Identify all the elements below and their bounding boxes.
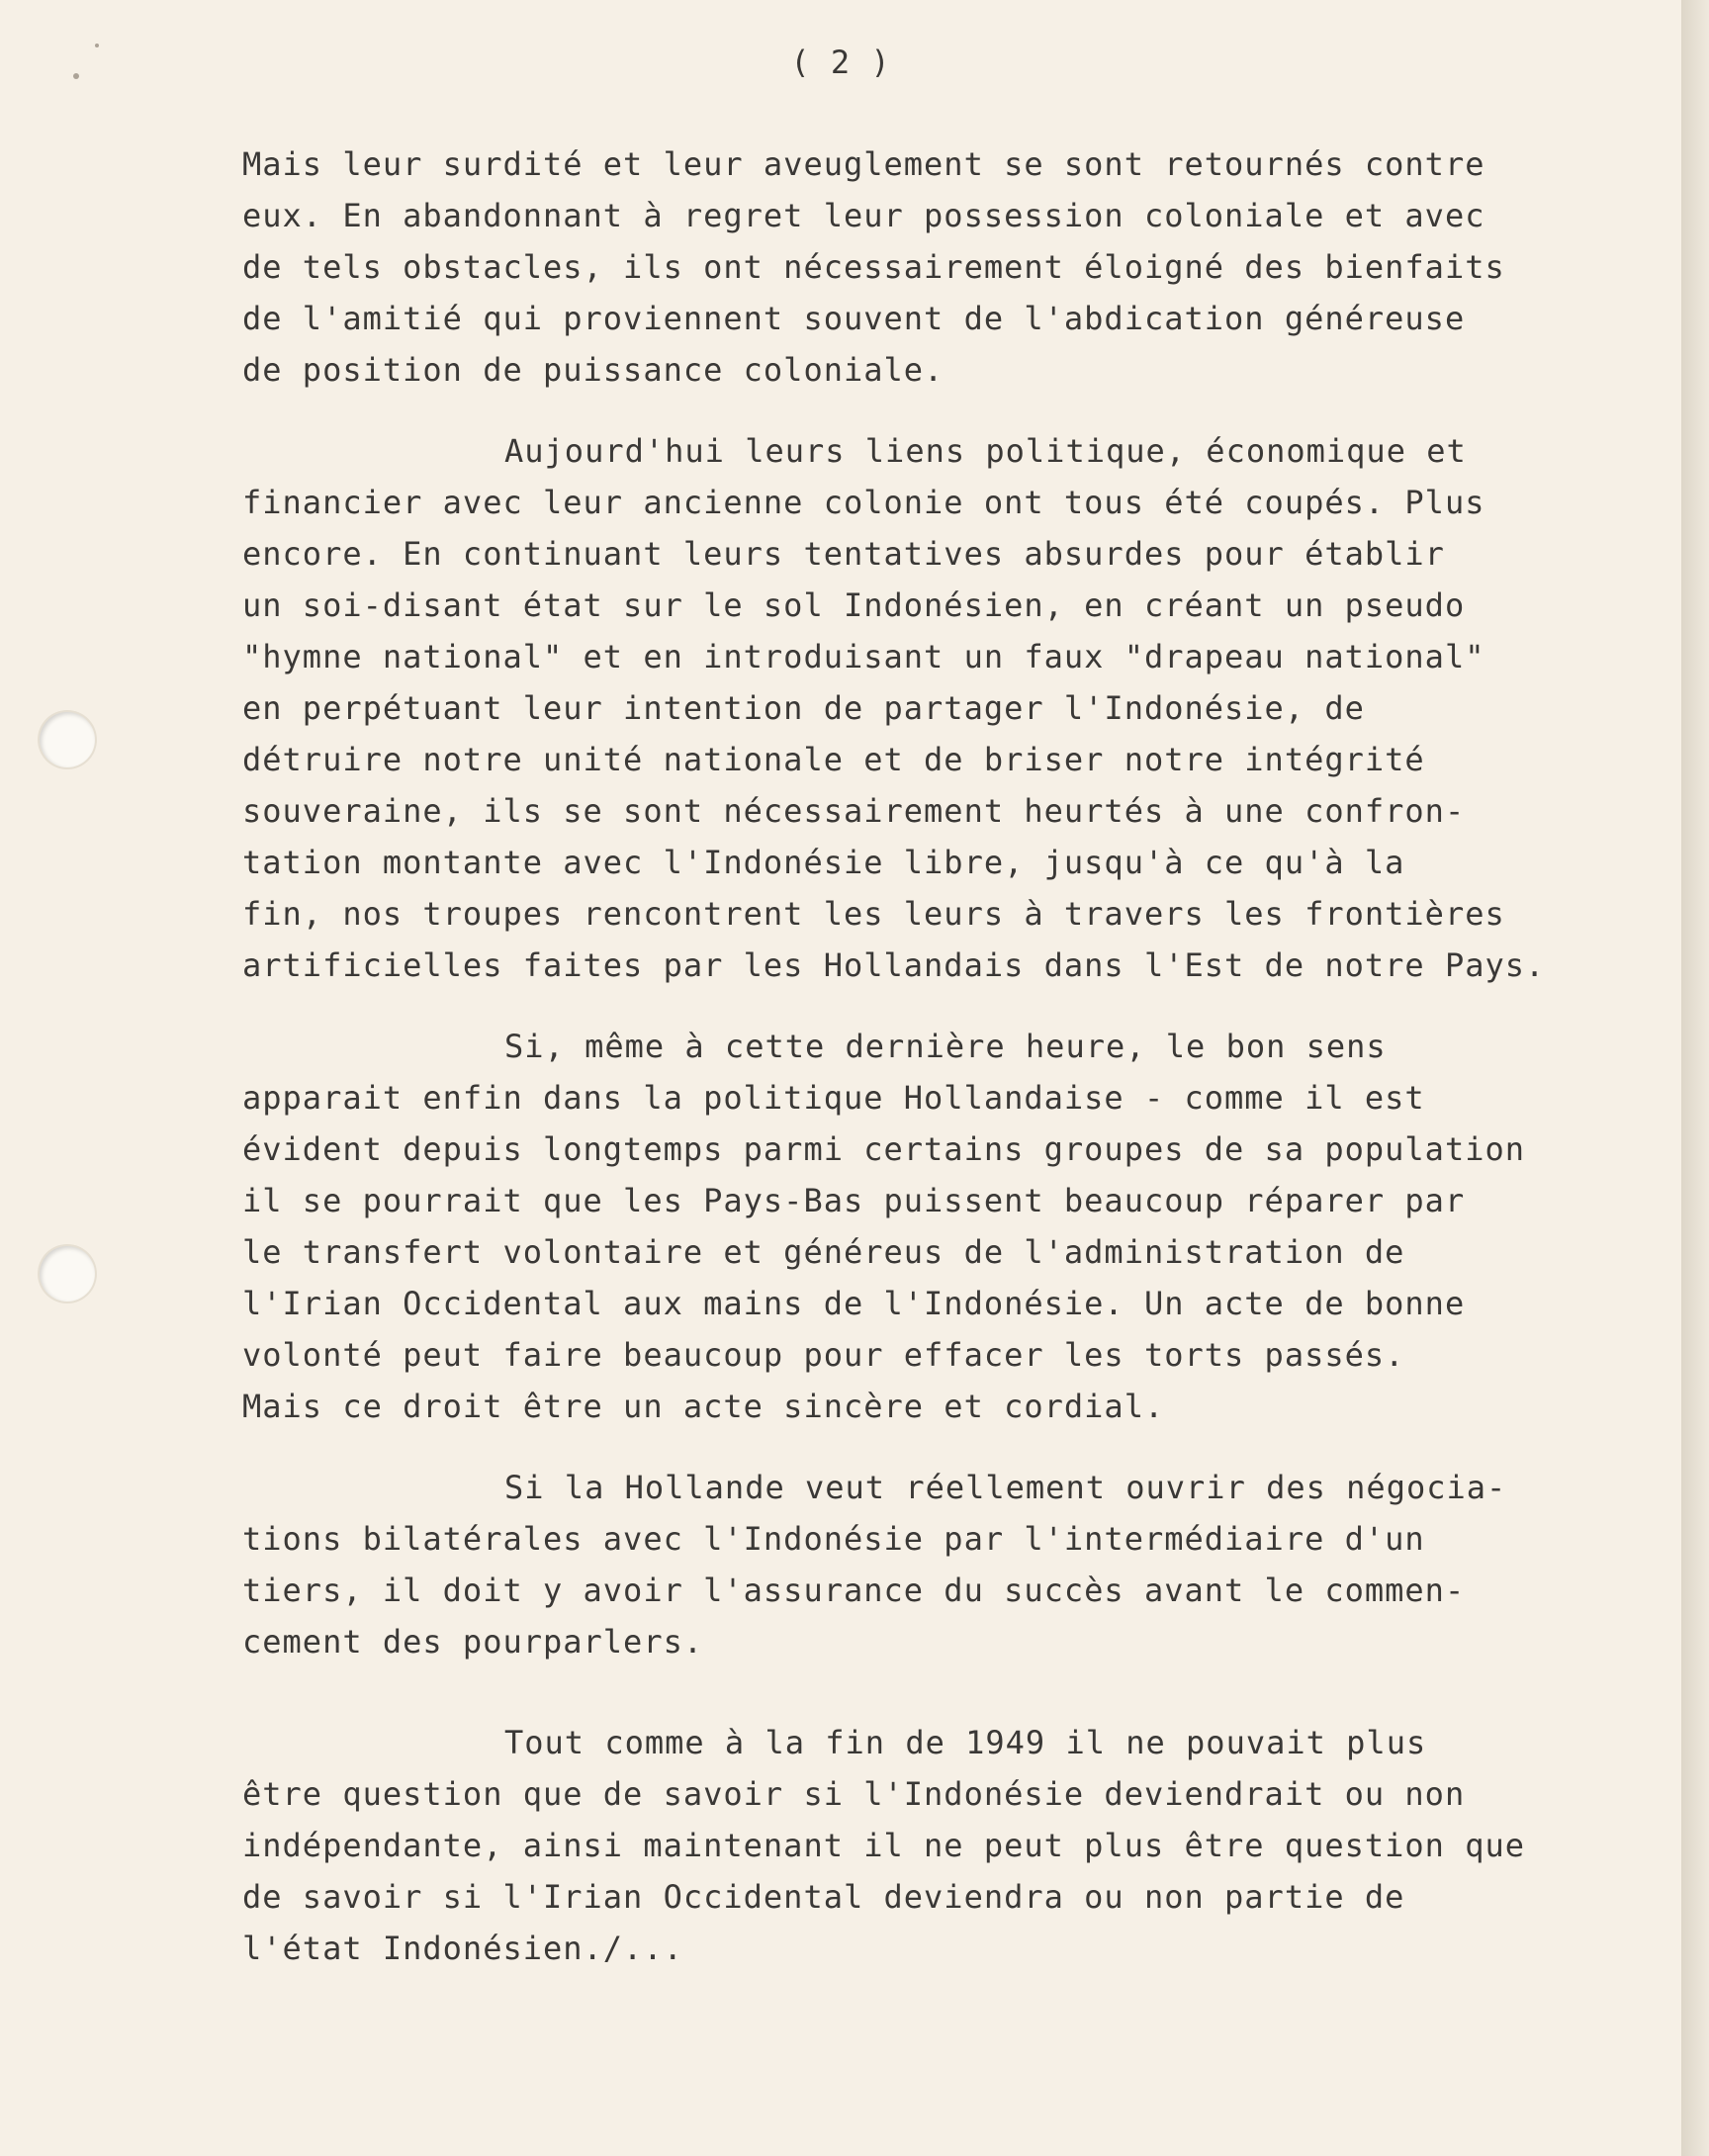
paragraph-4 (242, 1462, 1548, 1667)
text-line: Si, même à cette dernière heure, le bon sens (504, 1028, 1387, 1065)
text-line: évident depuis longtemps parmi certains groupes de sa population (242, 1130, 1525, 1168)
punch-hole (40, 712, 95, 767)
text-line: de position de puissance coloniale. (242, 351, 944, 389)
document-body (242, 138, 1548, 2004)
text-line: tiers, il doit y avoir l'assurance du succès avant le commen- (242, 1572, 1466, 1609)
text-line: de l'amitié qui proviennent souvent de l'abdication généreuse (242, 300, 1466, 337)
text-line: il se pourrait que les Pays-Bas puissent beaucoup réparer par (242, 1182, 1466, 1219)
text-line: de tels obstacles, ils ont nécessairement éloigné des bienfaits (242, 248, 1505, 286)
text-line: fin, nos troupes rencontrent les leurs à travers les frontières (242, 895, 1505, 933)
text-line: souveraine, ils se sont nécessairement heurtés à une confron- (242, 792, 1466, 830)
paragraph-2 (242, 425, 1548, 991)
text-line: Mais ce droit être un acte sincère et cordial. (242, 1388, 1165, 1425)
text-line: être question que de savoir si l'Indonésie deviendrait ou non (242, 1775, 1466, 1813)
text-line: Tout comme à la fin de 1949 il ne pouvait plus (504, 1724, 1427, 1761)
text-line: tation montante avec l'Indonésie libre, jusqu'à ce qu'à la (242, 844, 1405, 881)
text-line: l'état Indonésien./... (242, 1930, 683, 1967)
text-line: tions bilatérales avec l'Indonésie par l'intermédiaire d'un (242, 1520, 1425, 1558)
text-line: en perpétuant leur intention de partager l'Indonésie, de (242, 689, 1365, 727)
text-line: cement des pourparlers. (242, 1623, 704, 1661)
text-line: indépendante, ainsi maintenant il ne peut plus être question que (242, 1827, 1525, 1864)
text-line: le transfert volontaire et généreus de l'administration de (242, 1233, 1405, 1271)
text-line: de savoir si l'Irian Occidental deviendra ou non partie de (242, 1878, 1405, 1916)
text-line: apparait enfin dans la politique Hollandaise - comme il est (242, 1079, 1425, 1117)
text-line: un soi-disant état sur le sol Indonésien, en créant un pseudo (242, 586, 1466, 624)
text-line: Si la Hollande veut réellement ouvrir des négocia- (504, 1469, 1507, 1506)
text-line: "hymne national" et en introduisant un faux "drapeau national" (242, 638, 1485, 675)
text-line: eux. En abandonnant à regret leur possession coloniale et avec (242, 197, 1485, 234)
text-line: encore. En continuant leurs tentatives absurdes pour établir (242, 535, 1445, 573)
text-line: détruire notre unité nationale et de briser notre intégrité (242, 741, 1425, 778)
punch-hole (40, 1246, 95, 1302)
page-number: ( 2 ) (790, 44, 891, 81)
page-edge (1681, 0, 1709, 2156)
paragraph-3 (242, 1021, 1548, 1432)
text-line: l'Irian Occidental aux mains de l'Indonésie. Un acte de bonne (242, 1285, 1466, 1322)
text-line: Mais leur surdité et leur aveuglement se sont retournés contre (242, 145, 1485, 183)
text-line: Aujourd'hui leurs liens politique, économique et (504, 432, 1467, 470)
paragraph-5 (242, 1717, 1548, 1974)
text-line: volonté peut faire beaucoup pour effacer les torts passés. (242, 1336, 1405, 1374)
text-line: artificielles faites par les Hollandais dans l'Est de notre Pays. (242, 946, 1546, 984)
paragraph-1 (242, 138, 1548, 396)
text-line: financier avec leur ancienne colonie ont tous été coupés. Plus (242, 484, 1485, 521)
